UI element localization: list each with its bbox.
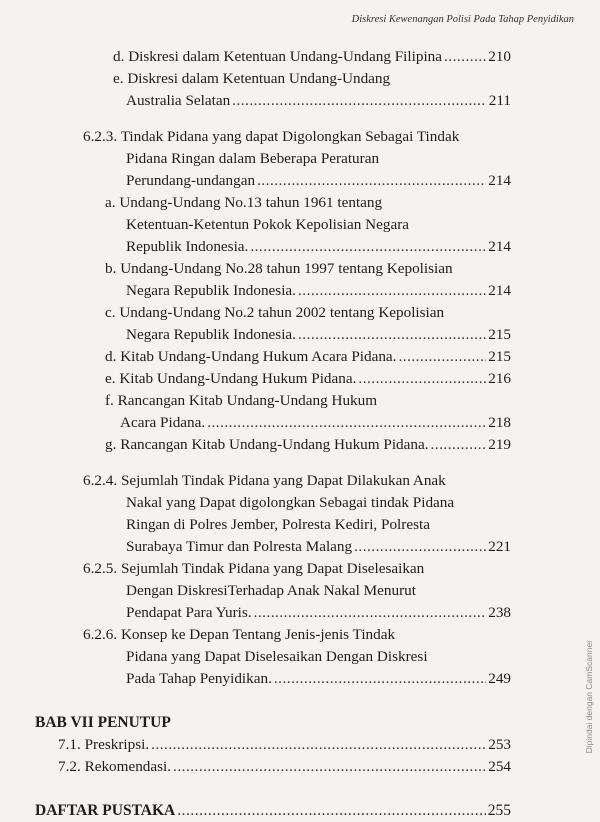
toc-line: Pidana yang Dapat Diselesaikan Dengan Diskresi [126,648,428,665]
toc-line: f. Rancangan Kitab Undang-Undang Hukum [105,392,378,409]
toc-page-number: 249 [488,670,511,687]
toc-label: Surabaya Timur dan Polresta Malang [126,538,353,555]
toc-label: Republik Indonesia. [126,238,249,255]
toc-entry-d-kuhap [105,346,511,368]
dot-leader [431,434,487,456]
dot-leader [354,536,486,558]
toc-entry-f-rkuhap [105,390,511,434]
toc-line: a. Undang-Undang No.13 tahun 1961 tentang [105,194,383,211]
toc-line: Ketentuan-Ketentun Pokok Kepolisian Negara [126,216,409,233]
toc-entry-daftar-pustaka [35,800,511,822]
toc-entry-6-2-5 [83,558,511,624]
toc-entry-a-uu13 [105,192,511,258]
toc-entry-6-2-6 [83,624,511,690]
toc-page-number: 218 [488,414,511,431]
dot-leader [398,346,486,368]
toc-line: 6.2.6. Konsep ke Depan Tentang Jenis-jenis Tindak [83,626,396,643]
toc-entry-c-uu2 [105,302,511,346]
toc-page-number: 210 [488,48,511,65]
toc-entry-e-kuhp [105,368,511,390]
toc-page-number: 255 [487,802,511,819]
toc-line: 6.2.4. Sejumlah Tindak Pidana yang Dapat Dilakukan Anak [83,472,446,489]
dot-leader [250,236,486,258]
toc-entry-e-australia [113,68,511,112]
toc-page-number: 215 [488,326,511,343]
dot-leader [207,412,486,434]
toc-line: c. Undang-Undang No.2 tahun 2002 tentang Kepolisian [105,304,445,321]
chapter-heading-bab-vii [35,712,511,734]
toc-entry-g-rkuhp [105,434,511,456]
toc-page-number: 215 [488,348,511,365]
toc-page-number: 238 [488,604,511,621]
toc-page-number: 214 [488,238,511,255]
toc-line: 6.2.3. Tindak Pidana yang dapat Digolongkan Sebagai Tindak [83,128,460,145]
dot-leader [358,368,486,390]
toc-line: b. Undang-Undang No.28 tahun 1997 tentang Kepolisian [105,260,453,277]
dot-leader [177,800,486,822]
toc-entry-7-1 [58,734,511,756]
toc-line: Ringan di Polres Jember, Polresta Kediri, Polresta [126,516,430,533]
dot-leader [298,280,486,302]
toc-entry-b-uu28 [105,258,511,302]
dot-leader [444,46,486,68]
toc-entry-6-2-3 [83,126,511,192]
dot-leader [274,668,486,690]
dot-leader [254,602,487,624]
toc-label: g. Rancangan Kitab Undang-Undang Hukum Pidana. [105,436,429,453]
toc-label: Acara Pidana. [120,414,206,431]
dot-leader [151,734,486,756]
table-of-contents [0,46,600,822]
toc-entry-d-filipina [113,46,511,68]
toc-line: Pidana Ringan dalam Beberapa Peraturan [126,150,380,167]
dot-leader [232,90,487,112]
toc-line: Dengan DiskresiTerhadap Anak Nakal Menurut [126,582,416,599]
scanner-watermark: Dipindai dengan CamScanner [584,640,594,754]
toc-label: Pada Tahap Penyidikan. [126,670,272,687]
toc-label: Pendapat Para Yuris. [126,604,252,621]
toc-page-number: 219 [488,436,511,453]
toc-page-number: 211 [488,92,511,109]
toc-label: Negara Republik Indonesia. [126,282,296,299]
chapter-title: BAB VII PENUTUP [35,714,171,731]
toc-line: e. Diskresi dalam Ketentuan Undang-Undang [113,70,391,87]
toc-entry-7-2 [58,756,511,778]
dot-leader [257,170,486,192]
toc-page-number: 254 [488,758,511,775]
toc-page-number: 253 [488,736,511,753]
toc-label: Negara Republik Indonesia. [126,326,296,343]
running-header: Diskresi Kewenangan Polisi Pada Tahap Penyidikan [351,14,574,25]
dot-leader [298,324,486,346]
toc-label: d. Diskresi dalam Ketentuan Undang-Undang Filipina [113,48,442,65]
toc-entry-6-2-4 [83,470,511,558]
toc-label: Australia Selatan [126,92,231,109]
toc-line: 6.2.5. Sejumlah Tindak Pidana yang Dapat Diselesaikan [83,560,425,577]
toc-page-number: 214 [488,172,511,189]
toc-label: Perundang-undangan [126,172,256,189]
toc-page-number: 221 [488,538,511,555]
toc-label: 7.2. Rekomendasi. [58,758,172,775]
toc-label: 7.1. Preskripsi. [58,736,150,753]
dot-leader [173,756,486,778]
toc-page-number: 214 [488,282,511,299]
toc-page-number: 216 [488,370,511,387]
toc-label: DAFTAR PUSTAKA [35,802,176,819]
toc-label: d. Kitab Undang-Undang Hukum Acara Pidana. [105,348,397,365]
toc-label: e. Kitab Undang-Undang Hukum Pidana. [105,370,357,387]
toc-line: Nakal yang Dapat digolongkan Sebagai tindak Pidana [126,494,455,511]
